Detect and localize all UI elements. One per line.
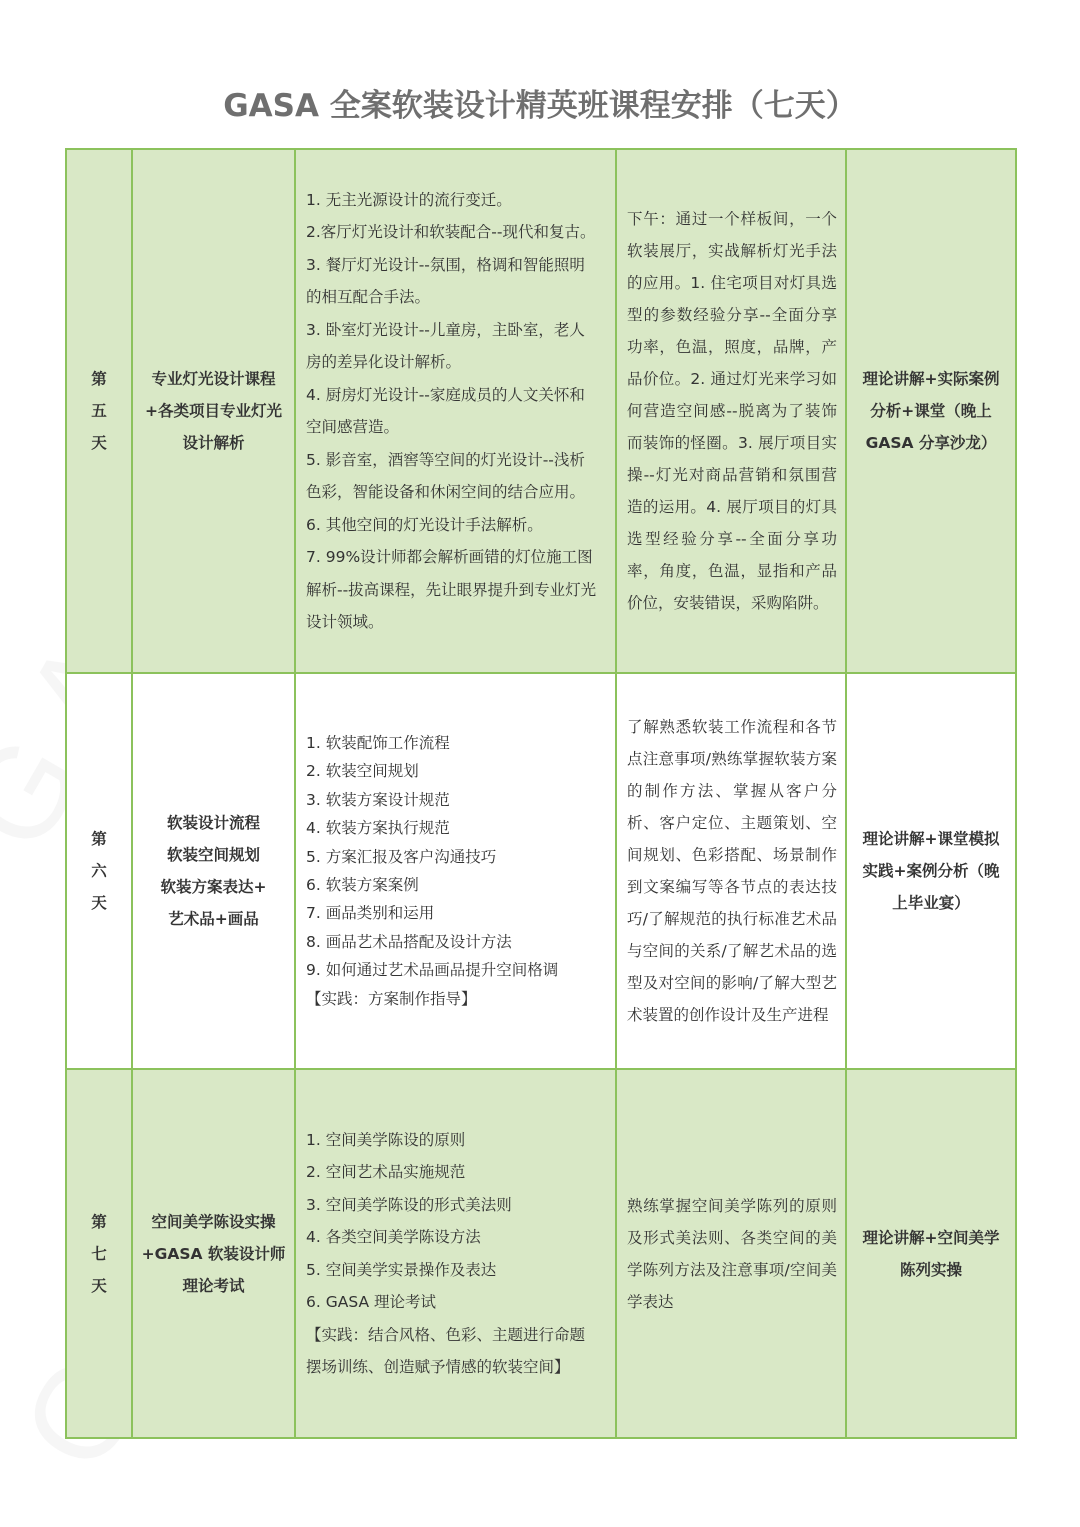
content-line: 1. 无主光源设计的流行变迁。: [306, 190, 512, 209]
content-cell: [295, 673, 616, 1069]
content-line: 4. 各类空间美学陈设方法: [306, 1228, 481, 1246]
content-line: 3. 卧室灯光设计--儿童房，主卧室，老人: [306, 320, 585, 339]
goal-cell: 熟练掌握空间美学陈列的原则及形式美法则、各类空间的美学陈列方法及注意事项/空间美学表达: [616, 1069, 846, 1438]
goal-cell: 下午：通过一个样板间，一个软装展厅，实战解析灯光手法的应用。1. 住宅项目对灯具选型的参数经验分享--全面分享功率，色温，照度，品牌，产品价位。2. 通过灯光来学习如何营造空间感--脱离为了装饰而装饰的怪圈。3. 展厅项目实操--灯光对商品营销和氛围营造的运用。4. 展厅项目的灯具选型经验分享--全面分享功率，角度，色温，显指和产品价位，安装错误，采购陷阱。: [616, 149, 846, 673]
day-char: 七: [91, 1244, 107, 1263]
content-line: 【实践：方案制作指导】: [306, 989, 477, 1008]
method-cell: 理论讲解+实际案例分析+课堂（晚上 GASA 分享沙龙）: [846, 149, 1016, 673]
topic-cell: 专业灯光设计课程+各类项目专业灯光设计解析: [132, 149, 295, 673]
day-char: 第: [91, 370, 107, 388]
content-line: 【实践：结合风格、色彩、主题进行命题: [306, 1325, 586, 1344]
topic-line: 艺术品+画品: [168, 910, 259, 928]
method-cell: 理论讲解+课堂模拟实践+案例分析（晚上毕业宴）: [846, 673, 1016, 1069]
content-line: 6. 软装方案案例: [306, 876, 419, 894]
day-cell: [66, 149, 132, 673]
day-char: 第: [91, 1212, 107, 1231]
content-line: 6. 其他空间的灯光设计手法解析。: [306, 515, 543, 534]
table-row: [66, 1069, 1016, 1438]
table-row: [66, 149, 1016, 673]
content-line: 2. 空间艺术品实施规范: [306, 1163, 466, 1181]
content-line: 3. 软装方案设计规范: [306, 790, 450, 809]
day-char: 六: [91, 862, 107, 880]
topic-cell: 空间美学陈设实操+GASA 软装设计师理论考试: [132, 1069, 295, 1438]
content-line: 房的差异化设计解析。: [306, 353, 462, 371]
table-row: [66, 673, 1016, 1069]
content-line: 7. 画品类别和运用: [306, 904, 435, 923]
day-char: 天: [91, 434, 107, 452]
content-line: 2. 软装空间规划: [306, 762, 419, 781]
content-cell: [295, 149, 616, 673]
content-line: 4. 软装方案执行规范: [306, 819, 450, 838]
topic-line: 软装设计流程: [166, 814, 260, 832]
content-cell: [295, 1069, 616, 1438]
content-line: 5. 空间美学实景操作及表达: [306, 1260, 497, 1279]
content-line: 8. 画品艺术品搭配及设计方法: [306, 932, 512, 951]
day-cell: [66, 673, 132, 1069]
content-line: 1. 软装配饰工作流程: [306, 733, 450, 752]
day-char: 天: [91, 894, 107, 912]
topic-line: 软装空间规划: [166, 846, 260, 864]
content-line: 设计领域。: [306, 613, 384, 631]
content-line: 3. 空间美学陈设的形式美法则: [306, 1195, 512, 1214]
content-line: 5. 影音室，酒窖等空间的灯光设计--浅析: [306, 450, 585, 469]
method-cell: 理论讲解+空间美学陈列实操: [846, 1069, 1016, 1438]
page-title: GASA 全案软装设计精英班课程安排（七天）: [223, 88, 857, 124]
goal-cell: 了解熟悉软装工作流程和各节点注意事项/熟练掌握软装方案的制作方法、掌握从客户分析、客户定位、主题策划、空间规划、色彩搭配、场景制作到文案编写等各节点的表达技巧/了解规范的执行标准艺术品与空间的关系/了解艺术品的选型及对空间的影响/了解大型艺术装置的创作设计及生产进程: [616, 673, 846, 1069]
content-line: 2.客厅灯光设计和软装配合--现代和复古。: [306, 223, 596, 241]
content-line: 的相互配合手法。: [306, 288, 431, 306]
content-line: 摆场训练、创造赋予情感的软装空间】: [306, 1358, 570, 1376]
content-line: 9. 如何通过艺术品画品提升空间格调: [306, 961, 559, 980]
content-line: 1. 空间美学陈设的原则: [306, 1130, 466, 1149]
content-line: 空间感营造。: [306, 418, 400, 436]
day-cell: [66, 1069, 132, 1438]
content-line: 4. 厨房灯光设计--家庭成员的人文关怀和: [306, 385, 585, 404]
content-line: 5. 方案汇报及客户沟通技巧: [306, 847, 497, 866]
content-line: 6. GASA 理论考试: [306, 1293, 436, 1311]
content-line: 解析--拔高课程，先让眼界提升到专业灯光: [306, 580, 597, 599]
day-char: 天: [91, 1276, 107, 1295]
topic-cell: [132, 673, 295, 1069]
content-line: 3. 餐厅灯光设计--氛围，格调和智能照明: [306, 255, 585, 274]
day-char: 五: [91, 402, 107, 420]
day-char: 第: [91, 830, 107, 848]
course-schedule-table: [65, 148, 1017, 1439]
content-line: 7. 99%设计师都会解析画错的灯位施工图: [306, 548, 593, 566]
content-line: 色彩，智能设备和休闲空间的结合应用。: [306, 483, 586, 501]
topic-line: 软装方案表达+: [160, 878, 267, 896]
